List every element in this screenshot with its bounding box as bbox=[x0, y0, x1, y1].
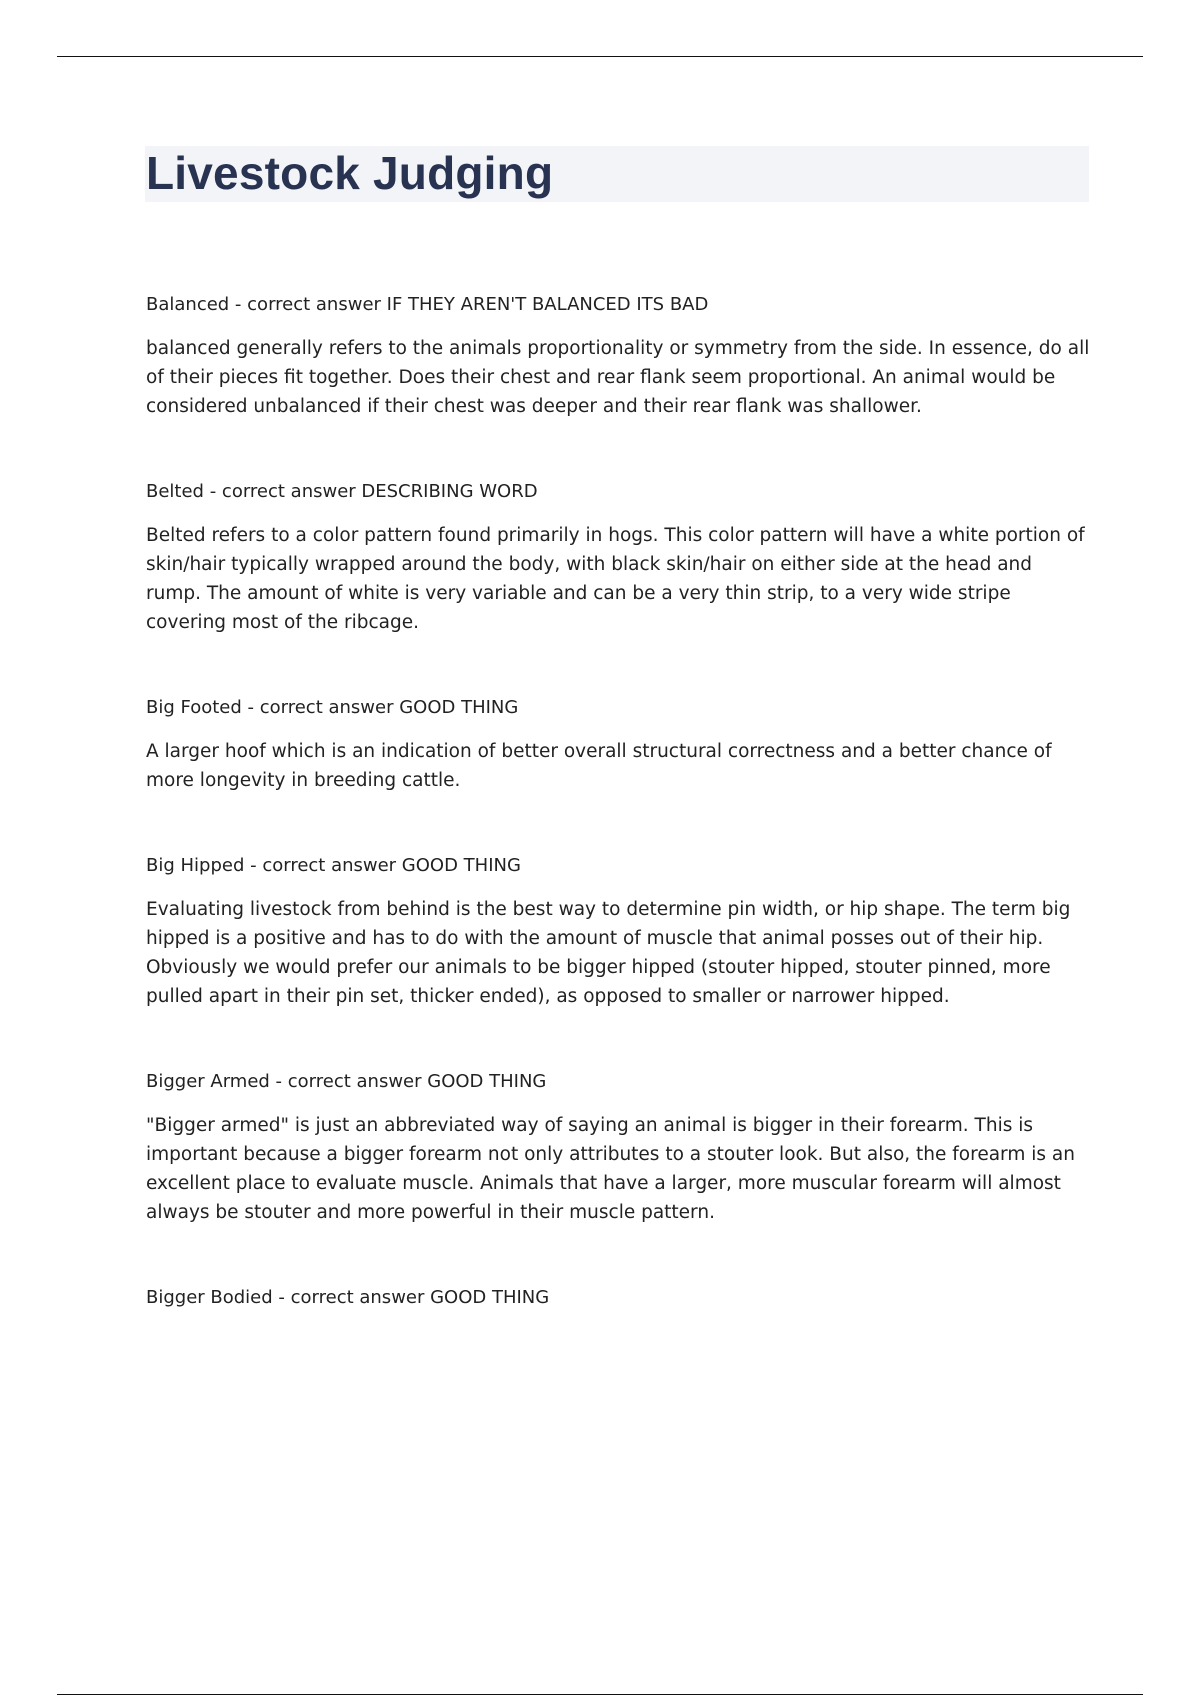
top-rule bbox=[57, 56, 1143, 57]
bottom-rule bbox=[57, 1694, 1143, 1695]
document-title: Livestock Judging bbox=[146, 147, 554, 199]
glossary-entry bbox=[146, 853, 1092, 1011]
glossary-entry bbox=[146, 695, 1092, 795]
entry-definition: "Bigger armed" is just an abbreviated way of saying an animal is bigger in their forearm. This is important because a bigger forearm not only attributes to a stouter look. But also, the forearm is an excellent place to evaluate muscle. Animals that have a larger, more muscular forearm will almost always be stouter and more powerful in their muscle pattern. bbox=[146, 1115, 1075, 1223]
glossary-entry bbox=[146, 1069, 1092, 1227]
glossary-entry bbox=[146, 1285, 1092, 1311]
entry-definition: Belted refers to a color pattern found primarily in hogs. This color pattern will have a white portion of skin/hair typically wrapped around the body, with black skin/hair on either side at the head and rump. The amount of white is very variable and can be a very thin strip, to a very wide stripe covering most of the ribcage. bbox=[146, 525, 1085, 633]
glossary-entry bbox=[146, 292, 1092, 421]
entry-definition: balanced generally refers to the animals proportionality or symmetry from the side. In essence, do all of their pieces fit together. Does their chest and rear flank seem proportional. An animal would be considered unbalanced if their chest was deeper and their rear flank was shallower. bbox=[146, 338, 1090, 417]
entry-term: Big Hipped - correct answer GOOD THING bbox=[146, 855, 521, 876]
entry-term: Bigger Bodied - correct answer GOOD THING bbox=[146, 1287, 550, 1308]
entry-definition: A larger hoof which is an indication of better overall structural correctness and a better chance of more longevity in breeding cattle. bbox=[146, 741, 1052, 791]
entry-term: Big Footed - correct answer GOOD THING bbox=[146, 697, 519, 718]
entry-term: Balanced - correct answer IF THEY AREN'T BALANCED ITS BAD bbox=[146, 294, 709, 315]
entry-definition: Evaluating livestock from behind is the best way to determine pin width, or hip shape. The term big hipped is a positive and has to do with the amount of muscle that animal posses out of their hip. Obviously we would prefer our animals to be bigger hipped (stouter hipped, stouter pinned, more pulled apart in their pin set, thicker ended), as opposed to smaller or narrower hipped. bbox=[146, 899, 1071, 1007]
glossary-content bbox=[146, 292, 1092, 1369]
glossary-entry bbox=[146, 479, 1092, 637]
entry-term: Belted - correct answer DESCRIBING WORD bbox=[146, 481, 538, 502]
entry-term: Bigger Armed - correct answer GOOD THING bbox=[146, 1071, 547, 1092]
